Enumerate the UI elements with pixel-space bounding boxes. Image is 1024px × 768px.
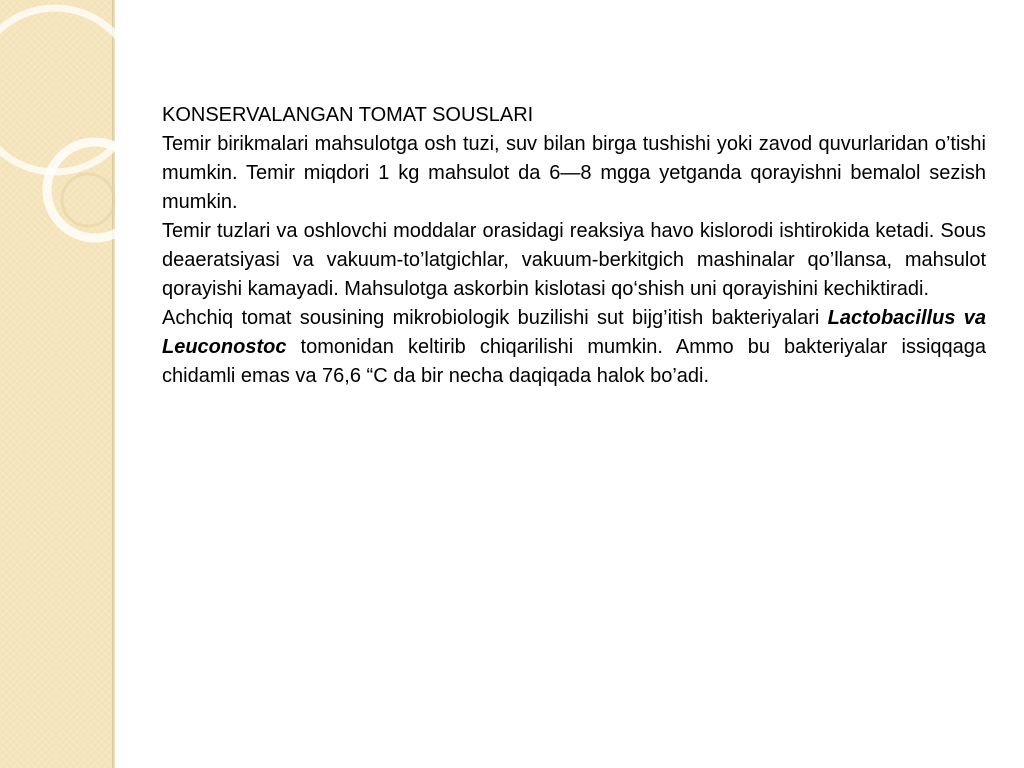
slide-heading: KONSERVALANGAN TOMAT SOUSLARI — [162, 104, 534, 126]
paragraph-iron-salts-reaction: Temir tuzlari va oshlovchi moddalar orasidagi reaksiya havo kislorodi ishtirokida ketadi. Sous deaeratsiyasi va vakuum-to’latgichlar, vakuum-berkitgich mashinalar qo’llansa, mahsulot qorayishi kamayadi. Mahsulotga askorbin kislotasi qo‘shish uni qorayishini kechiktiradi. — [162, 220, 986, 300]
paragraph-3-text-start: Achchiq tomat sousining mikrobiologik buzilishi sut bijg’itish bakteriyalari — [162, 307, 828, 329]
bacteria-names: Lactobacillus va Leuconostoc — [162, 307, 986, 358]
decorative-rings — [0, 0, 160, 300]
decorative-ring-small — [62, 174, 114, 226]
paragraph-3-text-end: tomonidan keltirib chiqarilishi mumkin. Ammo bu bakteriyalar issiqqaga chidamli emas va 76,6 “C da bir necha daqiqada halok bo’adi. — [162, 336, 986, 387]
paragraph-iron-compounds: Temir birikmalari mahsulotga osh tuzi, suv bilan birga tushishi yoki zavod quvurlaridan o’tishi mumkin. Temir miqdori 1 kg mahsulot da 6—8 mgga yetganda qorayishni bemalol sezish mumkin. — [162, 133, 986, 213]
slide-content — [162, 101, 986, 391]
paragraph-microbiological-spoilage — [162, 304, 986, 391]
